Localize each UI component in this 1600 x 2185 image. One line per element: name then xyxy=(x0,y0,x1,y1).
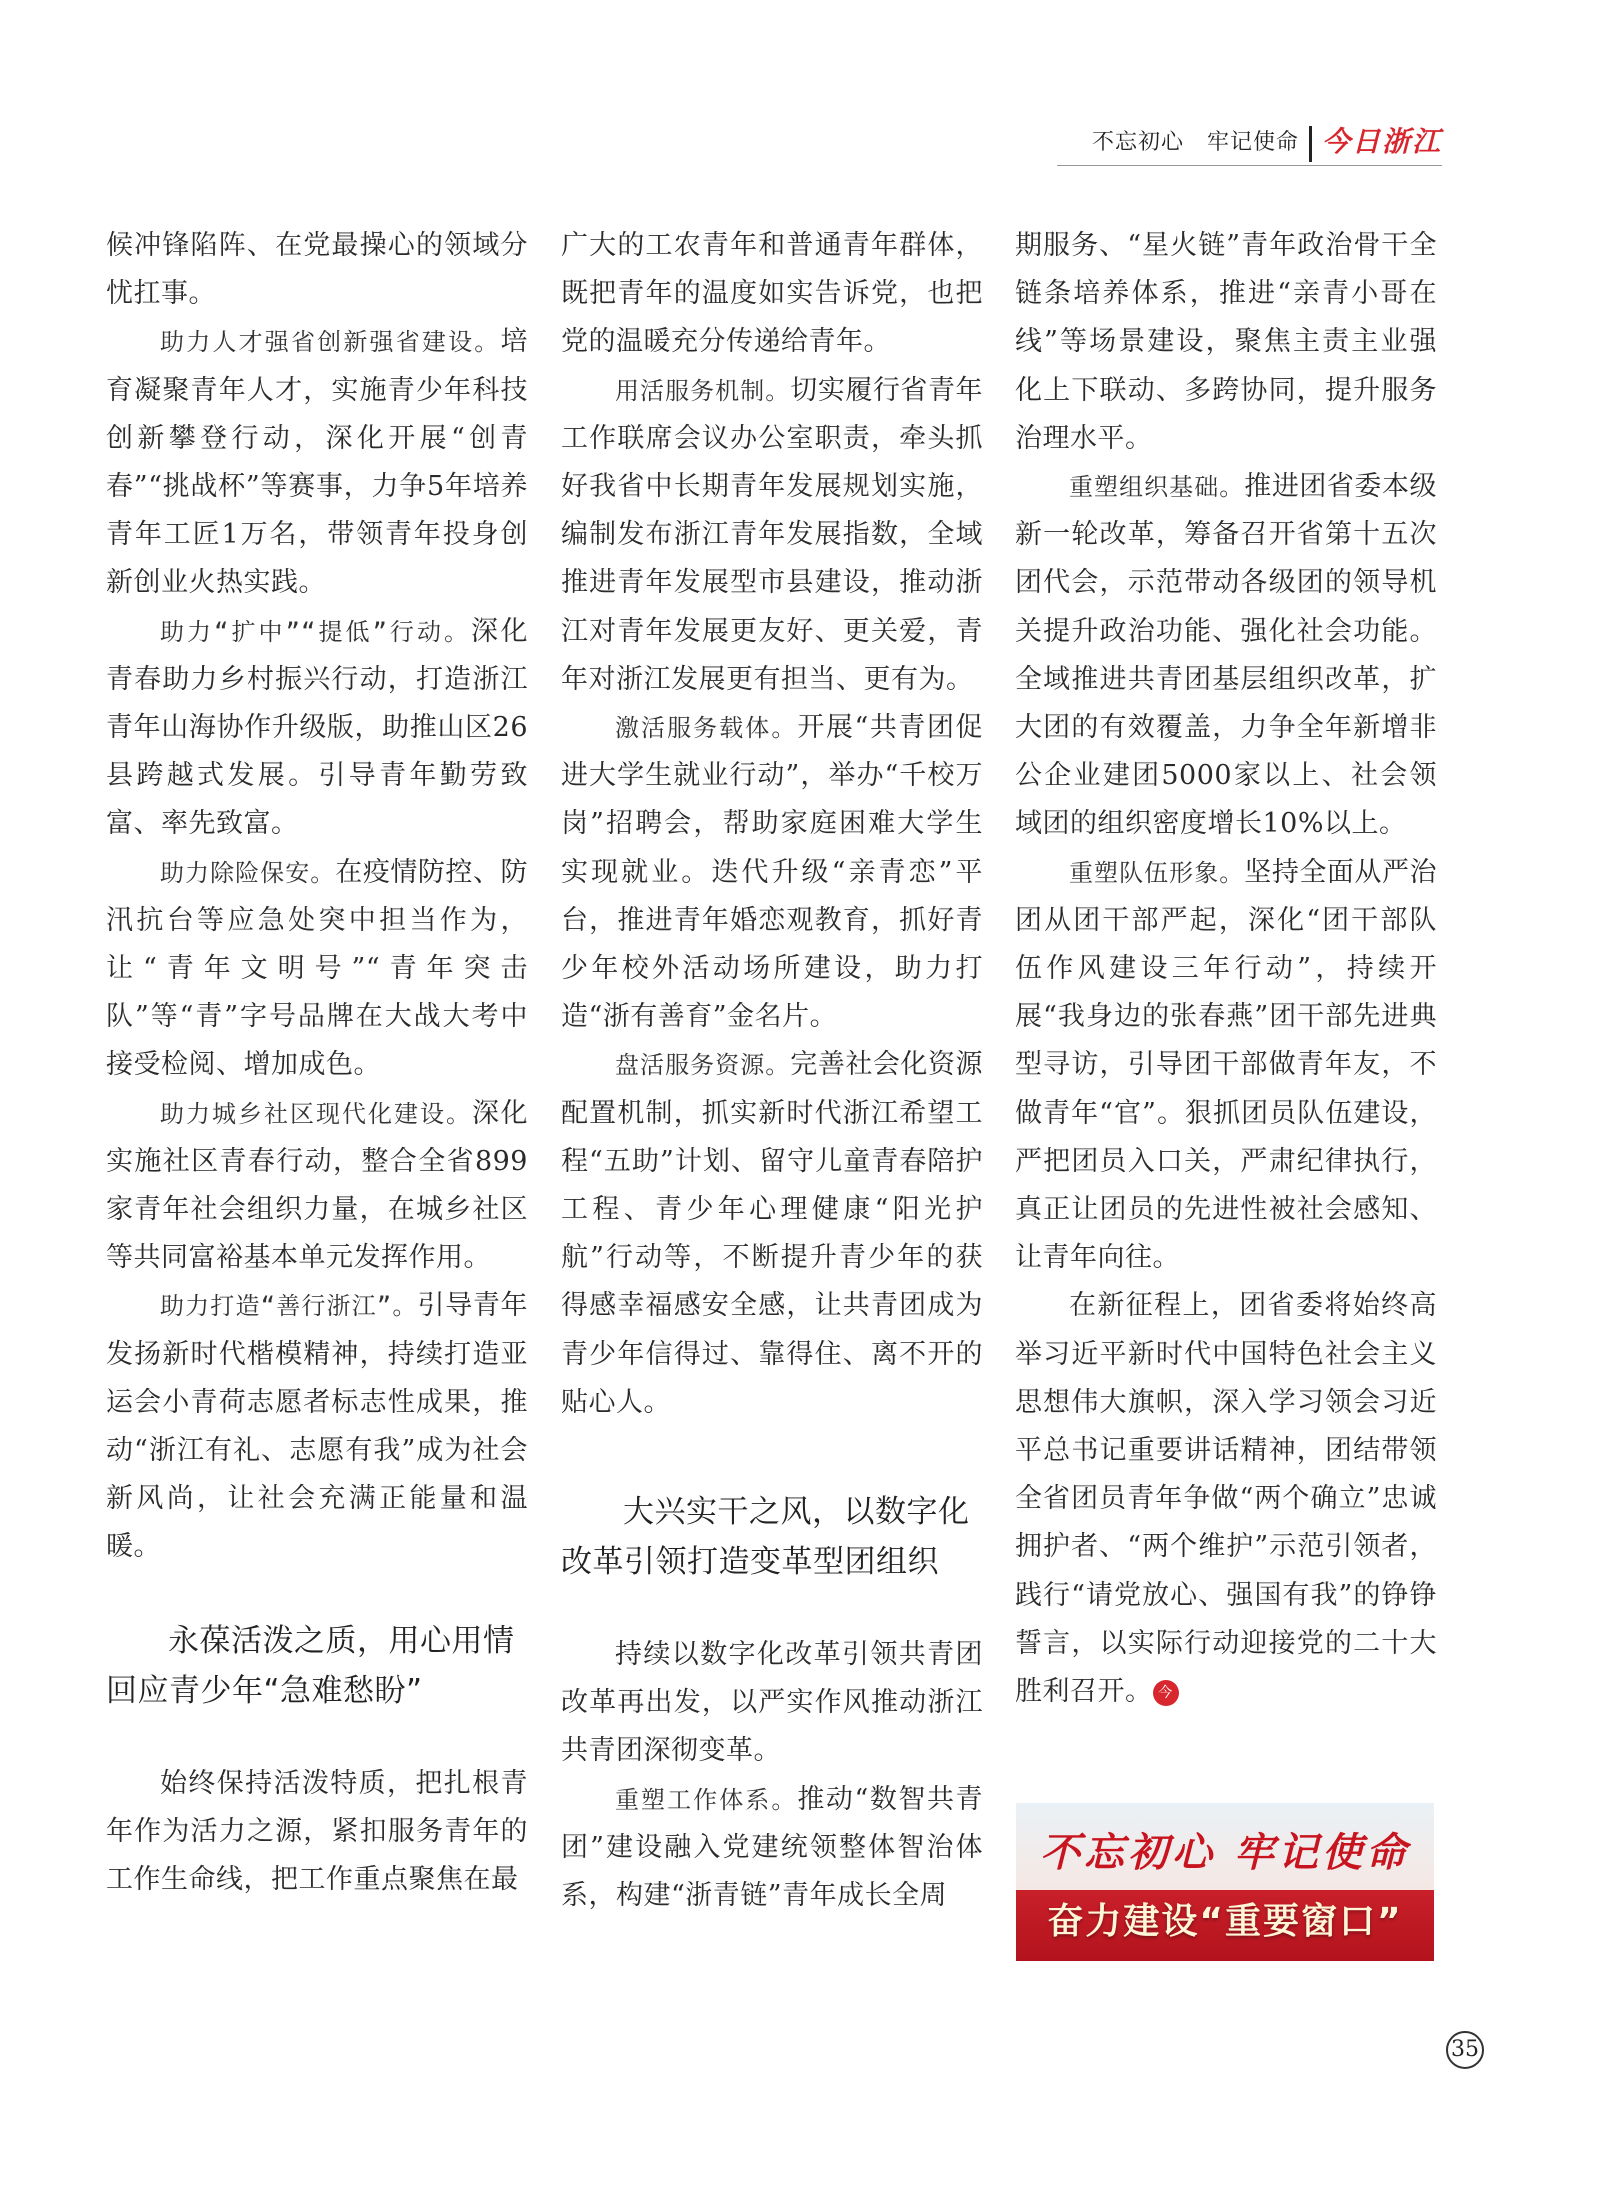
page-number: 35 xyxy=(1446,2031,1484,2069)
banner-subtitle: 奋力建设“重要窗口” xyxy=(1047,1901,1403,1942)
magazine-logo: 今日浙江 xyxy=(1321,125,1442,158)
paragraph-lead: 助力人才强省创新强省建设。 xyxy=(160,328,501,357)
paragraph xyxy=(106,1090,528,1283)
paragraph: 始终保持活泼特质，把扎根青年作为活力之源，紧扣服务青年的工作生命线，把工作重点聚焦在最 xyxy=(106,1767,528,1896)
paragraph: 持续以数字化改革引领共青团改革再出发，以严实作风推动浙江共青团深彻变革。 xyxy=(561,1639,983,1767)
paragraph: 候冲锋陷阵、在党最操心的领域分忧扛事。 xyxy=(106,230,528,310)
paragraph xyxy=(561,704,983,1041)
paragraph-lead: 盘活服务资源。 xyxy=(615,1051,791,1080)
paragraph-lead: 重塑工作体系。 xyxy=(615,1785,798,1814)
column-3 xyxy=(1015,222,1437,1716)
column-1 xyxy=(106,222,528,1904)
end-mark-icon: 今 xyxy=(1153,1680,1179,1706)
paragraph-body: 坚持全面从严治团从团干部严起，深化“团干部队伍作风建设三年行动”，持续开展“我身边的张春燕”团干部先进典型寻访，引导团干部做青年友，不做青年“官”。狠抓团员队伍建设，严把团员入口关，严肃纪律执行，真正让团员的先进性被社会感知、让青年向往。 xyxy=(1015,856,1438,1274)
page-header xyxy=(1092,120,1442,164)
column-2 xyxy=(561,222,983,1920)
paragraph-body: 完善社会化资源配置机制，抓实新时代浙江希望工程“五助”计划、留守儿童青春陪护工程、青少年心理健康“阳光护航”行动等，不断提升青少年的获得感幸福感安全感，让共青团成为青少年信得过、靠得住、离不开的贴心人。 xyxy=(561,1049,984,1418)
paragraph-body: 开展“共青团促进大学生就业行动”，举办“千校万岗”招聘会，帮助家庭困难大学生实现就业。迭代升级“亲青恋”平台，推进青年婚恋观教育，抓好青少年校外活动场所建设，助力打造“浙有善育”金名片。 xyxy=(561,712,983,1033)
paragraph-body: 在新征程上，团省委将始终高举习近平新时代中国特色社会主义思想伟大旗帜，深入学习领会习近平总书记重要讲话精神，团结带领全省团员青年争做“两个确立”忠诚拥护者、“两个维护”示范引领者，践行“请党放心、强国有我”的铮铮誓言，以实际行动迎接党的二十大胜利召开。 xyxy=(1015,1290,1437,1708)
paragraph-body: 深化实施社区青春行动，整合全省899家青年社会组织力量，在城乡社区等共同富裕基本单元发挥作用。 xyxy=(106,1097,528,1274)
paragraph-lead: 助力打造“善行浙江”。 xyxy=(160,1292,418,1321)
section-heading: 大兴实干之风，以数字化改革引领打造变革型团组织 xyxy=(561,1494,970,1581)
paragraph xyxy=(561,1041,983,1427)
paragraph xyxy=(561,367,983,704)
paragraph xyxy=(106,318,528,607)
section-heading: 永葆活泼之质，用心用情回应青少年“急难愁盼” xyxy=(106,1622,515,1709)
paragraph-lead: 助力城乡社区现代化建设。 xyxy=(160,1099,472,1128)
campaign-banner xyxy=(1016,1803,1434,1961)
header-divider xyxy=(1309,126,1312,162)
paragraph xyxy=(1015,1282,1437,1716)
paragraph: 广大的工农青年和普通青年群体，既把青年的温度如实告诉党，也把党的温暖充分传递给青年。 xyxy=(561,230,983,358)
paragraph xyxy=(561,1776,983,1921)
paragraph xyxy=(106,608,528,849)
paragraph: 期服务、“星火链”青年政治骨干全链条培养体系，推进“亲青小哥在线”等场景建设，聚焦主责主业强化上下联动、多跨协同，提升服务治理水平。 xyxy=(1015,230,1437,454)
paragraph-body: 培育凝聚青年人才，实施青少年科技创新攀登行动，深化开展“创青春”“挑战杯”等赛事，力争5年培养青年工匠1万名，带领青年投身创新创业火热实践。 xyxy=(106,326,528,599)
paragraph-lead: 助力除险保安。 xyxy=(160,858,336,887)
paragraph xyxy=(106,1282,528,1571)
paragraph xyxy=(1015,463,1437,849)
paragraph-body: 深化青春助力乡村振兴行动，打造浙江青年山海协作升级版，助推山区26县跨越式发展。引导青年勤劳致富、率先致富。 xyxy=(106,615,528,840)
paragraph xyxy=(1015,849,1437,1283)
paragraph-body: 推动“数智共青团”建设融入党建统领整体智治体系，构建“浙青链”青年成长全周 xyxy=(561,1783,983,1912)
paragraph-lead: 重塑队伍形象。 xyxy=(1069,858,1245,887)
header-rule xyxy=(1057,165,1442,166)
paragraph xyxy=(106,849,528,1090)
paragraph-body: 推进团省委本级新一轮改革，筹备召开省第十五次团代会，示范带动各级团的领导机关提升政治功能、强化社会功能。全域推进共青团基层组织改革，扩大团的有效覆盖，力争全年新增非公企业建团5000家以上、社会领域团的组织密度增长10%以上。 xyxy=(1015,471,1438,840)
paragraph-body: 在疫情防控、防汛抗台等应急处突中担当作为，让“青年文明号”“青年突击队”等“青”字号品牌在大战大考中接受检阅、增加成色。 xyxy=(106,856,529,1081)
paragraph-body: 引导青年发扬新时代楷模精神，持续打造亚运会小青荷志愿者标志性成果，推动“浙江有礼、志愿有我”成为社会新风尚，让社会充满正能量和温暖。 xyxy=(106,1290,528,1563)
paragraph-lead: 助力“扩中”“提低”行动。 xyxy=(160,617,471,646)
paragraph-body: 切实履行省青年工作联席会议办公室职责，牵头抓好我省中长期青年发展规划实施，编制发布浙江青年发展指数，全域推进青年发展型市县建设，推动浙江对青年发展更友好、更关爱，青年对浙江发展更有担当、更有为。 xyxy=(561,374,984,695)
banner-slogan: 不忘初心 牢记使命 xyxy=(1040,1829,1410,1876)
paragraph-lead: 激活服务载体。 xyxy=(615,714,798,743)
paragraph-lead: 重塑组织基础。 xyxy=(1069,473,1245,502)
paragraph-lead: 用活服务机制。 xyxy=(615,376,791,405)
header-slogan: 不忘初心 牢记使命 xyxy=(1091,130,1299,155)
